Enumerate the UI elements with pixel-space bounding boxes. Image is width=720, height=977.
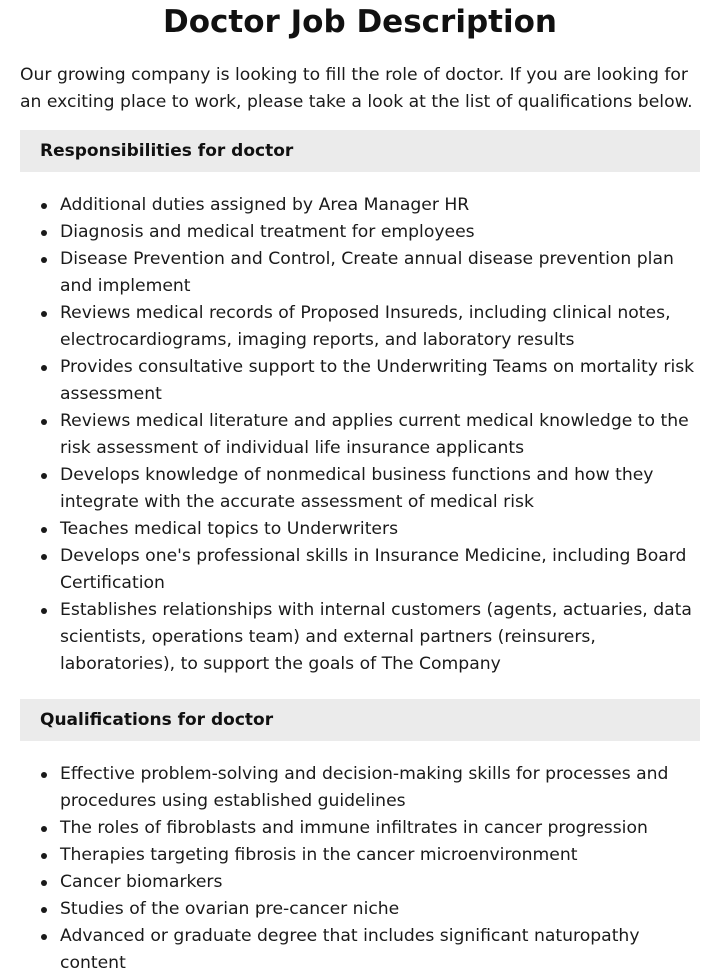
list-item [20,246,700,300]
bullet-icon [41,230,47,236]
list-item-text: Studies of the ovarian pre-cancer niche [60,899,400,919]
list-item-text: Provides consultative support to the Underwriting Teams on mortality risk assessment [60,357,695,404]
list-item-text: Therapies targeting fibrosis in the cancer microenvironment [60,845,578,865]
list-item-text: Additional duties assigned by Area Manager HR [60,195,470,215]
list-item-text: Advanced or graduate degree that includes significant naturopathy content [60,926,640,973]
list-item [20,543,700,597]
list-item [20,219,700,246]
list-item [20,516,700,543]
bullet-icon [41,311,47,317]
page-title: Doctor Job Description [163,4,557,40]
list-item-text: Reviews medical literature and applies current medical knowledge to the risk assessment of individual life insurance applicants [60,411,689,458]
qualifications-list [20,761,700,977]
list-item [20,761,700,815]
list-item [20,597,700,678]
responsibilities-header: Responsibilities for doctor [20,130,700,172]
list-item [20,462,700,516]
list-item [20,869,700,896]
bullet-icon [41,365,47,371]
list-item-text: Reviews medical records of Proposed Insureds, including clinical notes, electrocardiograms, imaging reports, and laboratory results [60,303,671,350]
bullet-icon [41,772,47,778]
list-item-text: The roles of fibroblasts and immune infiltrates in cancer progression [60,818,648,838]
bullet-icon [41,608,47,614]
list-item-text: Effective problem-solving and decision-making skills for processes and procedures using established guidelines [60,764,669,811]
bullet-icon [41,257,47,263]
responsibilities-list [20,192,700,678]
list-item [20,300,700,354]
list-item [20,192,700,219]
list-item-text: Diagnosis and medical treatment for employees [60,222,475,242]
bullet-icon [41,907,47,913]
list-item-text: Develops one's professional skills in Insurance Medicine, including Board Certification [60,546,687,593]
qualifications-header: Qualifications for doctor [20,699,700,741]
list-item-text: Teaches medical topics to Underwriters [60,519,399,539]
bullet-icon [41,826,47,832]
list-item [20,354,700,408]
list-item-text: Cancer biomarkers [60,872,223,892]
list-item [20,408,700,462]
list-item-text: Establishes relationships with internal customers (agents, actuaries, data scientists, operations team) and external partners (reinsurers, laboratories), to support the goals of The Company [60,600,692,674]
list-item [20,896,700,923]
list-item-text: Disease Prevention and Control, Create annual disease prevention plan and implement [60,249,674,296]
bullet-icon [41,419,47,425]
bullet-icon [41,880,47,886]
list-item-text: Develops knowledge of nonmedical business functions and how they integrate with the accurate assessment of medical risk [60,465,654,512]
bullet-icon [41,853,47,859]
bullet-icon [41,473,47,479]
list-item [20,923,700,977]
intro-paragraph: Our growing company is looking to fill the role of doctor. If you are looking for an exciting place to work, please take a look at the list of qualifications below. [20,65,693,112]
bullet-icon [41,934,47,940]
bullet-icon [41,554,47,560]
bullet-icon [41,203,47,209]
list-item [20,815,700,842]
bullet-icon [41,527,47,533]
list-item [20,842,700,869]
